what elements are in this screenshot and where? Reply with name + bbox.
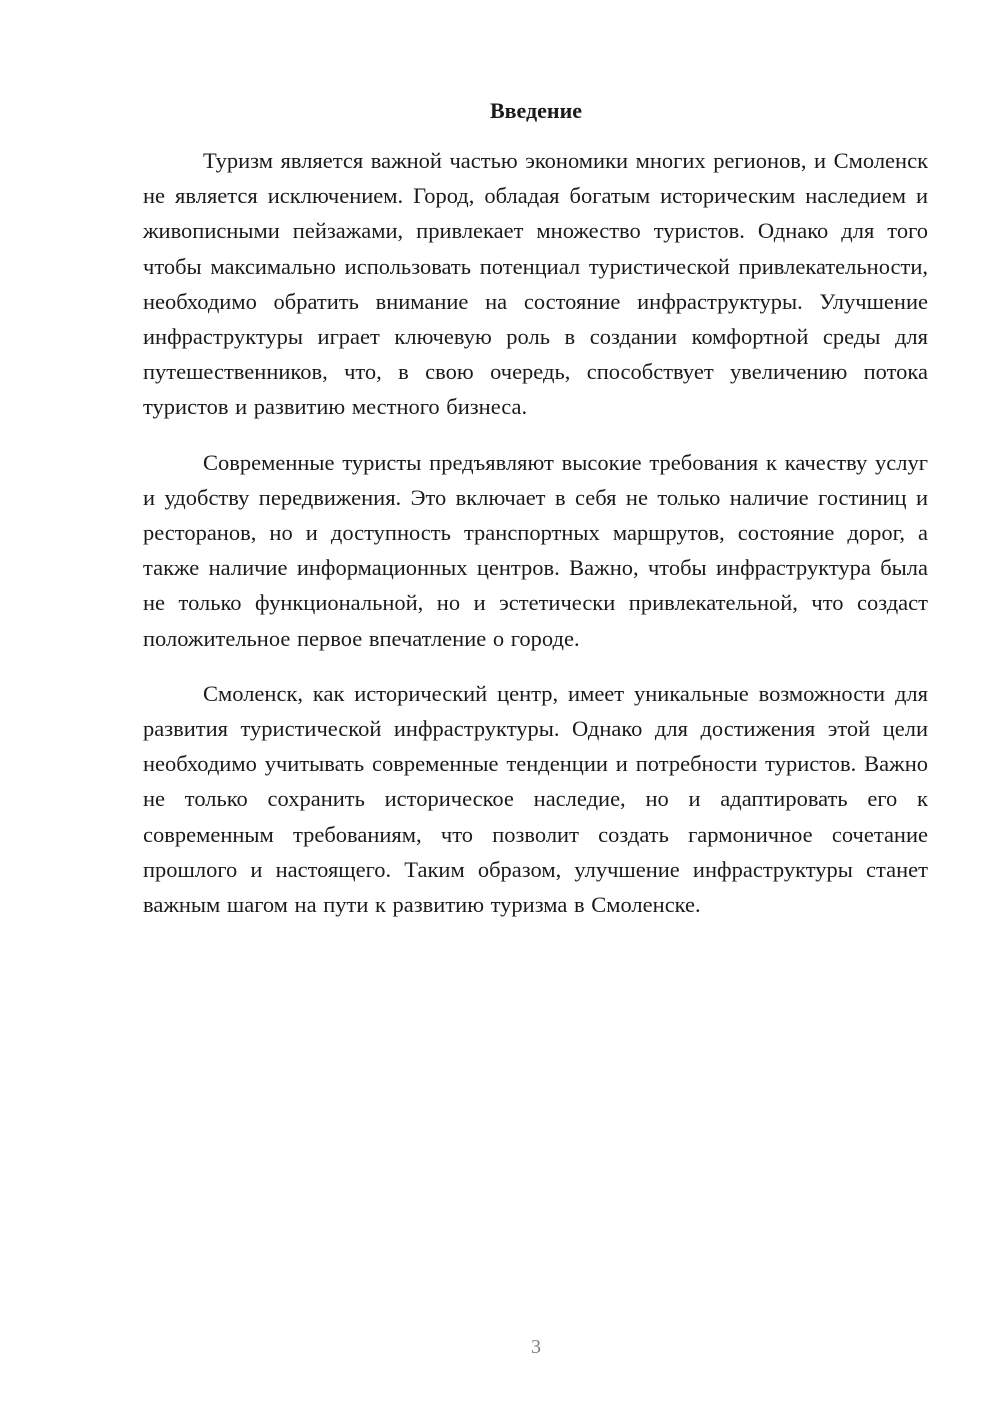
paragraph-1: Туризм является важной частью экономики многих регионов, и Смоленск не является исключением. Город, обладая богатым историческим наследием и живописными пейзажами, привлекает множество туристов. Однако для того чтобы максимально использовать потенциал туристической привлекательности, необходимо обратить внимание на состояние инфраструктуры. Улучшение инфраструктуры играет ключевую роль в создании комфортной среды для путешественников, что, в свою очередь, способствует увеличению потока туристов и развитию местного бизнеса.: [143, 148, 928, 420]
page-number: 3: [531, 1336, 541, 1358]
paragraph-2: Современные туристы предъявляют высокие требования к качеству услуг и удобству передвижения. Это включает в себя не только наличие гостиниц и ресторанов, но и доступность транспортных маршрутов, состояние дорог, а также наличие информационных центров. Важно, чтобы инфраструктура была не только функциональной, но и эстетически привлекательной, что создаст положительное первое впечатление о городе.: [143, 449, 928, 651]
paragraph-3: Смоленск, как исторический центр, имеет уникальные возможности для развития туристической инфраструктуры. Однако для достижения этой цели необходимо учитывать современные тенденции и потребности туристов. Важно не только сохранить историческое наследие, но и адаптировать его к современным требованиям, что позволит создать гармоничное сочетание прошлого и настоящего. Таким образом, улучшение инфраструктуры станет важным шагом на пути к развитию туризма в Смоленске.: [143, 680, 928, 918]
page-title: Введение: [489, 98, 583, 123]
document-body: [143, 143, 928, 942]
